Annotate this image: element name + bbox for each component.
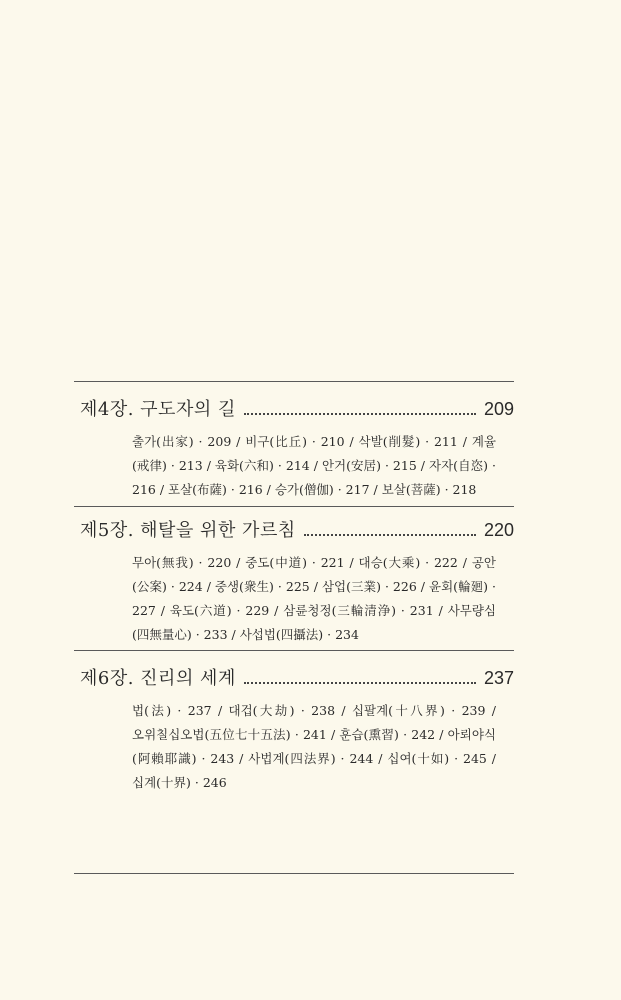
chapter-5 bbox=[80, 518, 514, 660]
divider-top bbox=[74, 381, 514, 382]
chapter-heading bbox=[80, 397, 514, 422]
chapter-heading bbox=[80, 518, 514, 543]
chapter-page-number: 237 bbox=[483, 668, 514, 688]
divider-chapter-4-5 bbox=[74, 506, 514, 507]
leader-dots bbox=[244, 682, 476, 684]
leader-dots bbox=[304, 534, 476, 536]
leader-dots bbox=[244, 413, 476, 415]
chapter-entries: 출가(出家) · 209 / 비구(比丘) · 210 / 삭발(削髮) · 211 / 계율(戒律) · 213 / 육화(六和) · 214 / 안거(安居) · 215 / 자자(自恣) · 216 / 포살(布薩) · 216 / 승가(僧伽) · 217 / 보살(菩薩) · 218 bbox=[132, 434, 496, 497]
chapter-page-number: 220 bbox=[483, 520, 514, 540]
chapter-entries: 법(法) · 237 / 대겁(大劫) · 238 / 십팔계(十八界) · 239 / 오위칠십오법(五位七十五法) · 241 / 훈습(熏習) · 242 / 아뢰야식(阿賴耶識) · 243 / 사법계(四法界) · 244 / 십여(十如) · 245 / 십계(十界) · 246 bbox=[132, 703, 496, 790]
chapter-title: 제5장. 해탈을 위한 가르침 bbox=[80, 520, 296, 541]
chapter-page-number: 209 bbox=[483, 399, 514, 419]
divider-bottom bbox=[74, 873, 514, 874]
chapter-title: 제6장. 진리의 세계 bbox=[80, 668, 236, 689]
divider-chapter-5-6 bbox=[74, 650, 514, 651]
chapter-title: 제4장. 구도자의 길 bbox=[80, 399, 236, 420]
chapter-6 bbox=[80, 666, 514, 808]
chapter-heading bbox=[80, 666, 514, 691]
chapter-entries: 무아(無我) · 220 / 중도(中道) · 221 / 대승(大乘) · 222 / 공안(公案) · 224 / 중생(衆生) · 225 / 삼업(三業) · 226 / 윤회(輪廻) · 227 / 육도(六道) · 229 / 삼륜청정(三輪清浄) · 231 / 사무량심(四無量心) · 233 / 사섭법(四攝法) · 234 bbox=[132, 555, 496, 642]
chapter-4 bbox=[80, 397, 514, 515]
